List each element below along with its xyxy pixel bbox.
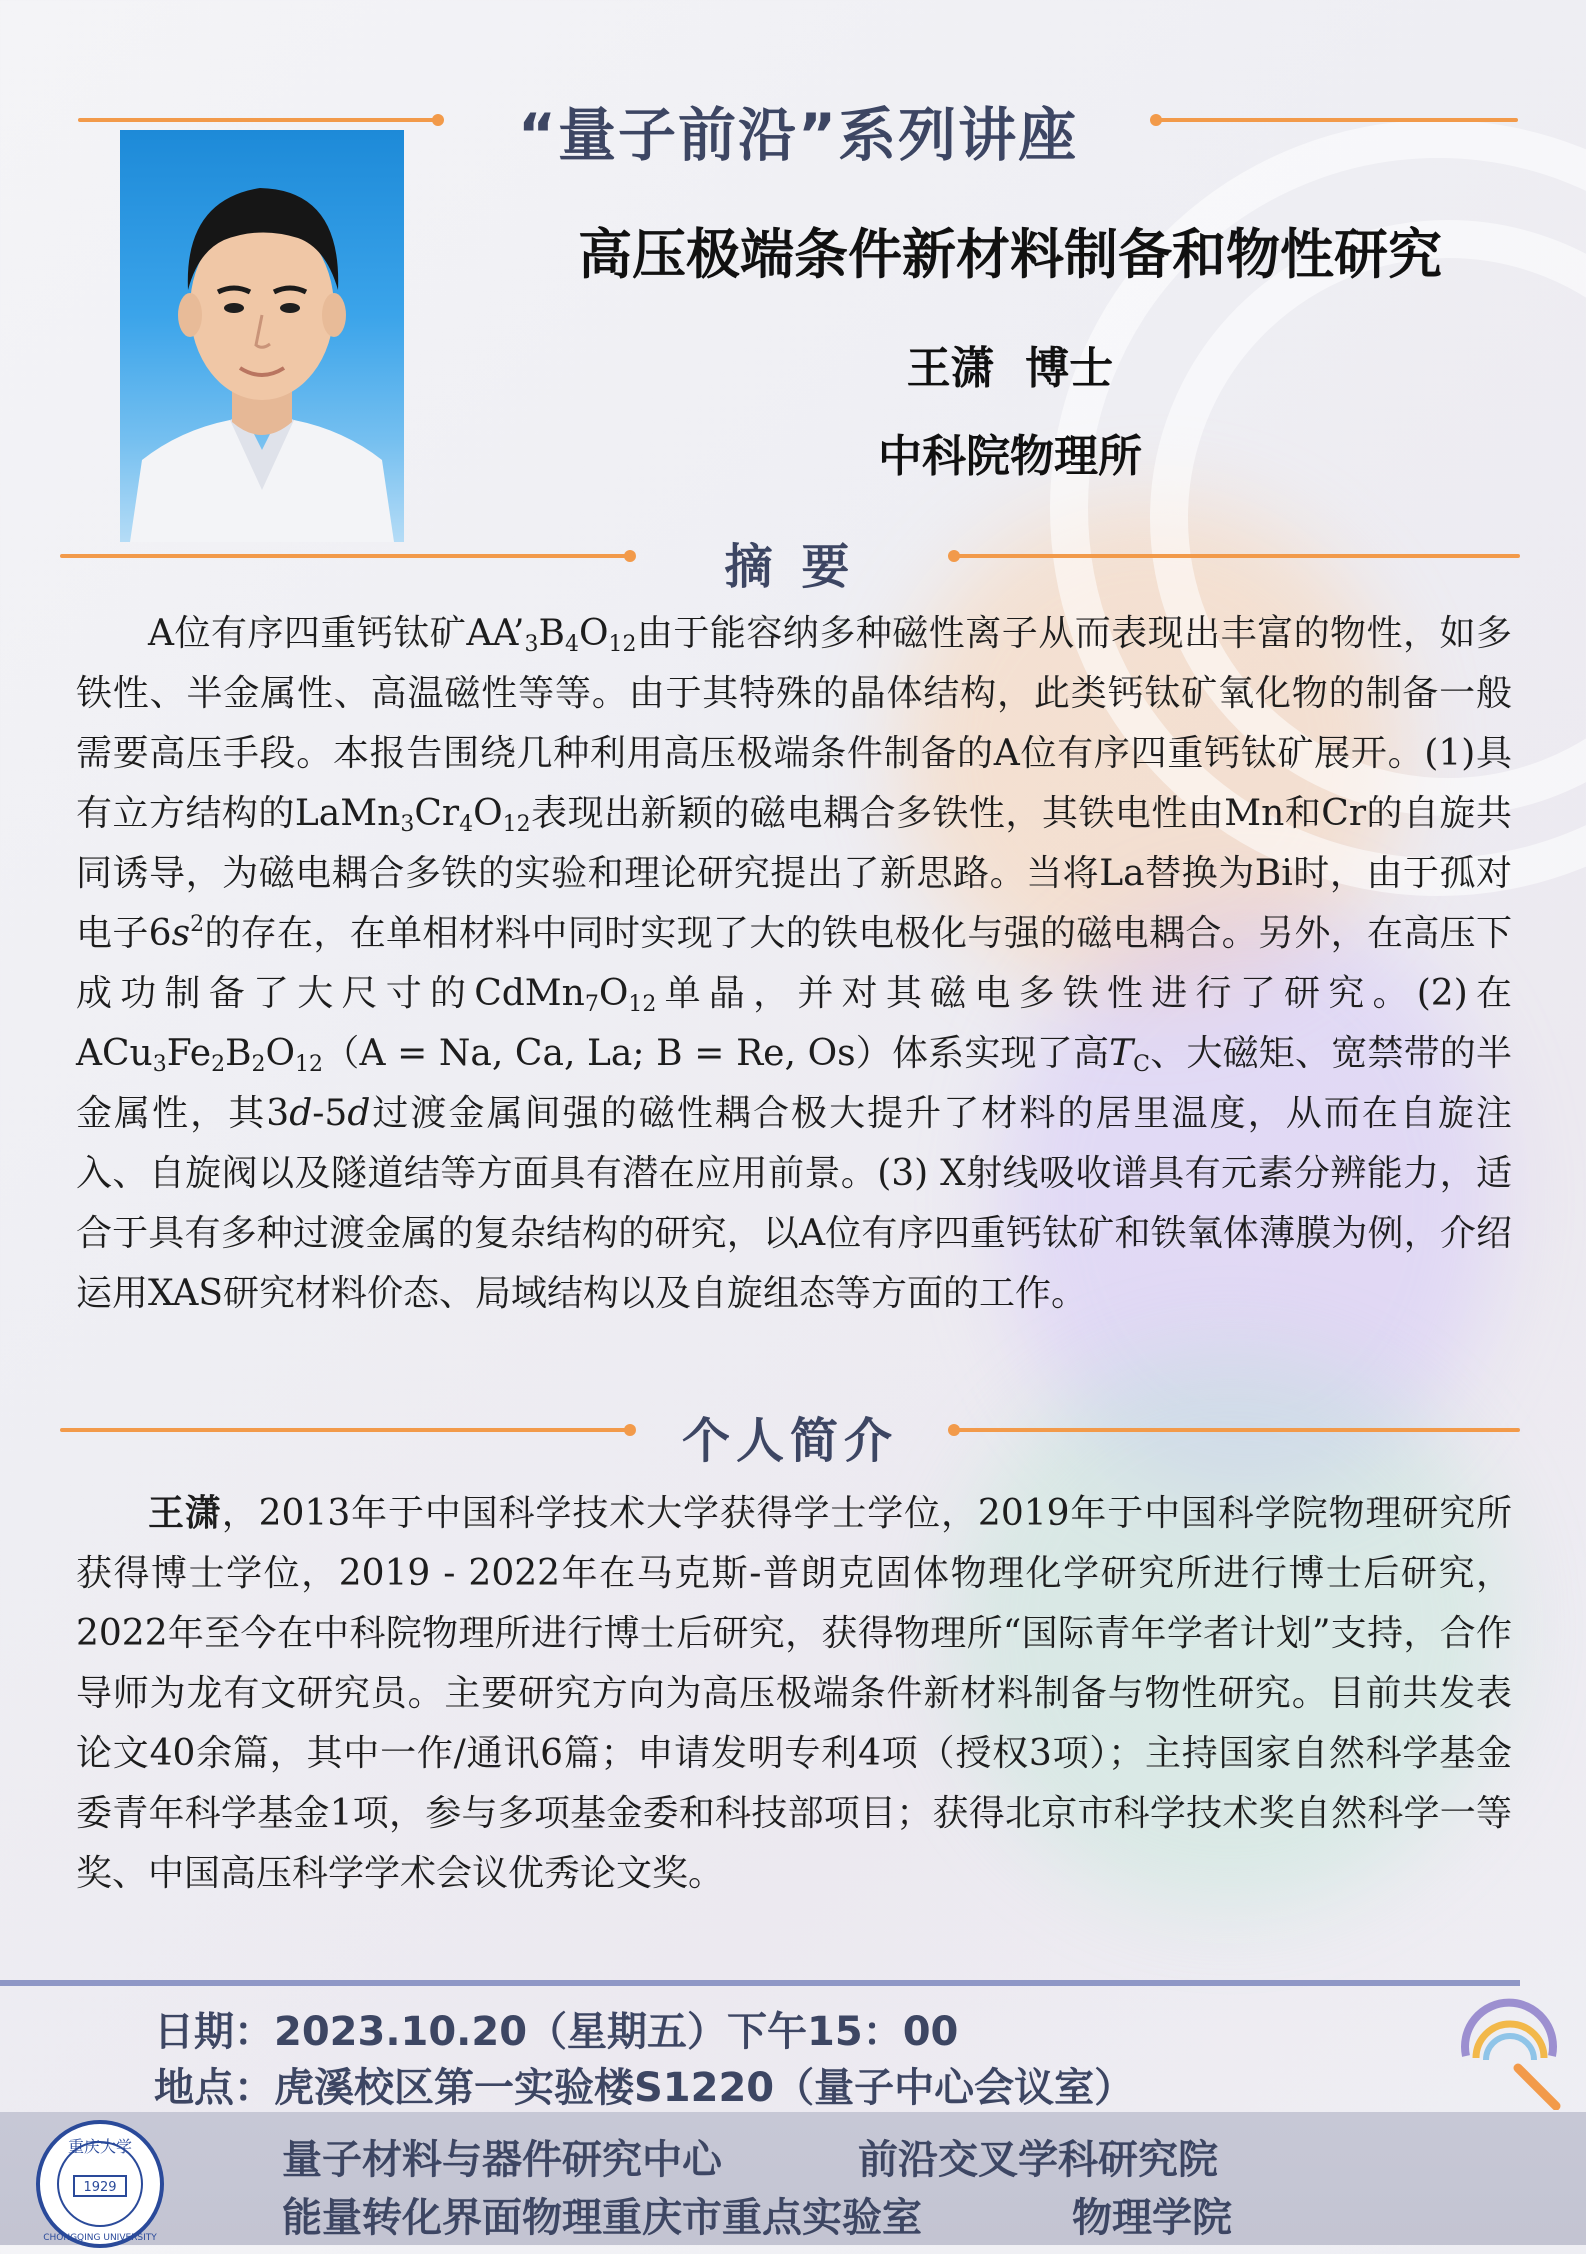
footer-divider xyxy=(0,1980,1520,1986)
bio-heading: 个人简介 xyxy=(681,1413,898,1469)
event-date: 日期：2023.10.20（星期五）下午15：00 xyxy=(154,2009,959,2055)
footer-org-3: 能量转化界面物理重庆市重点实验室 xyxy=(282,2195,922,2241)
abstract-heading-row xyxy=(60,528,1520,595)
speaker-organization: 中科院物理所 xyxy=(878,431,1142,482)
svg-text:1929: 1929 xyxy=(83,2180,117,2195)
speaker-photo xyxy=(120,130,404,542)
event-place: 地点：虎溪校区第一实验楼S1220（量子中心会议室） xyxy=(154,2065,1135,2111)
bio-paragraph: 王潇，2013年于中国科学技术大学获得学士学位，2019年于中国科学院物理研究所获得博士学位，2019 - 2022年在马克斯-普朗克固体物理化学研究所进行博士后研究，2022年至今在中科院物理所进行博士后研究，获得物理所“国际青年学者计划”支持，合作导师为龙有文研究员。主要研究方向为高压极端条件新材料制备与物性研究。目前共发表论文40余篇，其中一作/通讯6篇；申请发明专利4项（授权3项）；主持国家自然科学基金委青年科学基金1项，参与多项基金委和科技部项目；获得北京市科学技术奖自然科学一等奖、中国高压科学学术会议优秀论文奖。 xyxy=(76,1493,1512,1894)
abstract-heading: 摘 要 xyxy=(724,539,856,595)
quantum-center-logo xyxy=(1448,1990,1570,2110)
svg-text:CHONGQING UNIVERSITY: CHONGQING UNIVERSITY xyxy=(43,2233,157,2243)
footer-org-2: 前沿交叉学科研究院 xyxy=(858,2137,1218,2183)
bio-heading-row xyxy=(60,1402,1520,1469)
talk-title: 高压极端条件新材料制备和物性研究 xyxy=(578,223,1442,286)
footer-org-1: 量子材料与器件研究中心 xyxy=(282,2137,722,2183)
series-title: “量子前沿”系列讲座 xyxy=(517,101,1079,169)
abstract-paragraph: A位有序四重钙钛矿$AA’_3B_4O_{12}$由于能容纳多种磁性离子从而表现出丰富的物性，如多铁性、半金属性、高温磁性等等。由于其特殊的晶体结构，此类钙钛矿氧化物的制备一般需要高压手段。本报告围绕几种利用高压极端条件制备的A位有序四重钙钛矿展开。(1)具有立方结构的$LaMn_3Cr_4O_{12}$表现出新颖的磁电耦合多铁性，其铁电性由Mn和Cr的自旋共同诱导，为磁电耦合多铁的实验和理论研究提出了新思路。当将La替换为Bi时，由于孤对电子$6s^2$的存在，在单相材料中同时实现了大的铁电极化与强的磁电耦合。另外，在高压下成功制备了大尺寸的$CdMn_7O_{12}$单晶，并对其磁电多铁性进行了研究。(2)在$ACu_3Fe_2B_2O_{12}(A = Na$, Ca, La; B = Re, Os）体系实现了高$T_C$、大磁矩、宽禁带的半金属性，其3d-5d过渡金属间强的磁性耦合极大提升了材料的居里温度，从而在自旋注入、自旋阀以及隧道结等方面具有潜在应用前景。(3) X射线吸收谱具有元素分辨能力，适合于具有多种过渡金属的复杂结构的研究，以A位有序四重钙钛矿和铁氧体薄膜为例，介绍运用XAS研究材料价态、局域结构以及自旋组态等方面的工作。 xyxy=(76,613,1512,1314)
speaker-name: 王潇 博士 xyxy=(906,343,1114,394)
university-seal-logo xyxy=(34,2118,166,2250)
svg-text:重庆大学: 重庆大学 xyxy=(67,2137,133,2156)
bio-name: 王潇 xyxy=(148,1493,222,1534)
footer-org-4: 物理学院 xyxy=(1072,2195,1232,2241)
